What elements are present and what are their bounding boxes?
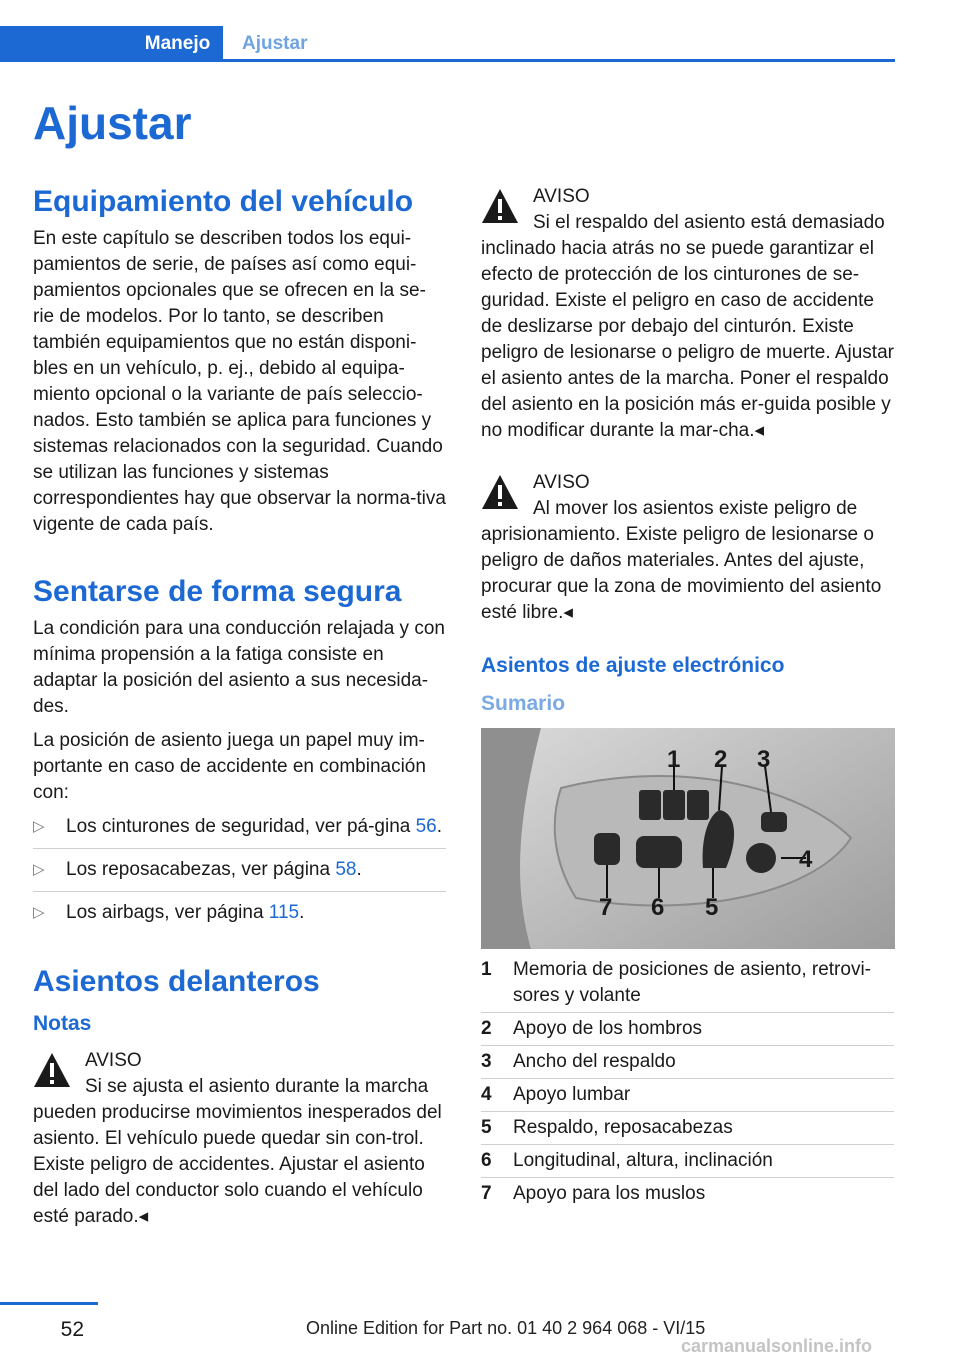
legend-item: 1 Memoria de posiciones de asiento, retrovi-sores y volante	[481, 957, 894, 1013]
warning-triangle-icon	[481, 188, 519, 224]
callout-5: 5	[705, 894, 719, 921]
watermark: carmanualsonline.info	[681, 1336, 873, 1356]
warning-label: AVISO	[533, 186, 590, 207]
triangle-bullet-icon: ▷	[33, 818, 45, 835]
page-number: 52	[60, 1318, 84, 1341]
paragraph-equipamiento: En este capítulo se describen todos los equi-pamientos de serie, de países así como equi-pamientos opcionales que se ofrecen en la se-rie de modelos. Por lo tanto, se describen también equipamientos que no están disponi-bles en un vehículo, p. ej., debido al equipa-miento opcional o la variante de país seleccio-nados. Esto también se aplica para funciones y sistemas relacionados con la seguridad. Cuando se utilizan las funciones y sistemas correspondientes hay que observar la norma-tiva vigente de cada país.	[33, 228, 446, 535]
footer-rule	[0, 1302, 98, 1305]
warning-block	[481, 470, 894, 626]
legend-item: 7 Apoyo para los muslos	[481, 1183, 706, 1204]
warning-label: AVISO	[85, 1050, 142, 1071]
callout-6: 6	[651, 894, 665, 921]
seat-controls-illustration	[481, 728, 895, 949]
warning-label: AVISO	[533, 472, 590, 493]
seat-controls-photo	[481, 728, 895, 949]
legend-item: 3 Ancho del respaldo	[481, 1049, 894, 1079]
triangle-bullet-icon: ▷	[33, 904, 45, 921]
page-link[interactable]: 58	[335, 859, 357, 880]
tab-ajustar[interactable]: Ajustar	[242, 33, 308, 54]
legend-item: 5 Respaldo, reposacabezas	[481, 1115, 894, 1145]
top-nav-rule	[223, 59, 895, 62]
triangle-bullet-icon: ▷	[33, 861, 45, 878]
tab-manejo[interactable]: Manejo	[144, 33, 211, 54]
callout-2: 2	[714, 746, 728, 773]
legend-list	[481, 957, 894, 1210]
list-item: ▷ Los reposacabezas, ver página 58.	[33, 857, 446, 892]
list-item: ▷ Los cinturones de seguridad, ver pá-gina 56.	[33, 814, 446, 849]
section-title-equipamiento: Equipamiento del vehículo	[33, 185, 414, 218]
warning-text: Si se ajusta el asiento durante la marcha pueden producirse movimientos inesperados del asiento. El vehículo puede quedar sin con-trol. Existe peligro de accidentes. Ajustar el asiento del lado del conductor solo cuando el vehículo esté parado.◂	[33, 1076, 442, 1227]
subsection-ajuste-electronico: Asientos de ajuste electrónico	[481, 654, 785, 677]
section-title-asientos: Asientos delanteros	[33, 965, 320, 998]
warning-block	[33, 1048, 446, 1230]
footer-edition-text: Online Edition for Part no. 01 40 2 964 068 - VI/15	[306, 1318, 706, 1338]
callout-7: 7	[599, 894, 613, 921]
page-link[interactable]: 56	[415, 816, 437, 837]
warning-text: Si el respaldo del asiento está demasiado inclinado hacia atrás no se puede garantizar el efecto de protección de los cinturones de se-guridad. Existe el peligro en caso de accidente de deslizarse por debajo del cinturón. Existe peligro de lesionarse o peligro de muerte. Ajustar el asiento antes de la marcha. Poner el respaldo del asiento en la posición más er-guida posible y no modificar durante la mar-cha.◂	[481, 212, 894, 441]
subsection-notas: Notas	[33, 1012, 92, 1035]
warning-triangle-icon	[33, 1052, 71, 1088]
page-link[interactable]: 115	[268, 902, 300, 923]
left-column	[33, 184, 446, 1244]
paragraph-sentarse-2: La posición de asiento juega un papel muy im-portante en caso de accidente en combinación con:	[33, 730, 426, 803]
top-nav-bar	[0, 26, 895, 62]
callout-3: 3	[757, 746, 771, 773]
warning-text: Al mover los asientos existe peligro de aprisionamiento. Existe peligro de lesionarse o peligro de daños materiales. Antes del ajuste, procurar que la zona de movimiento del asiento esté libre.◂	[481, 498, 882, 623]
list-item: ▷ Los airbags, ver página 115.	[33, 900, 446, 934]
right-column	[481, 184, 894, 1213]
warning-block	[481, 184, 894, 444]
callout-4: 4	[799, 846, 813, 873]
subsection-sumario: Sumario	[481, 692, 566, 715]
legend-item: 2 Apoyo de los hombros	[481, 1016, 894, 1046]
paragraph-sentarse-1: La condición para una conducción relajada y con mínima propensión a la fatiga consiste en adaptar la posición del asiento a sus necesida-des.	[33, 618, 445, 717]
section-title-sentarse: Sentarse de forma segura	[33, 575, 402, 608]
page-title: Ajustar	[33, 97, 192, 149]
bullet-list	[33, 814, 446, 934]
warning-triangle-icon	[481, 474, 519, 510]
legend-item: 4 Apoyo lumbar	[481, 1082, 894, 1112]
legend-item: 6 Longitudinal, altura, inclinación	[481, 1148, 894, 1178]
callout-1: 1	[667, 746, 681, 773]
